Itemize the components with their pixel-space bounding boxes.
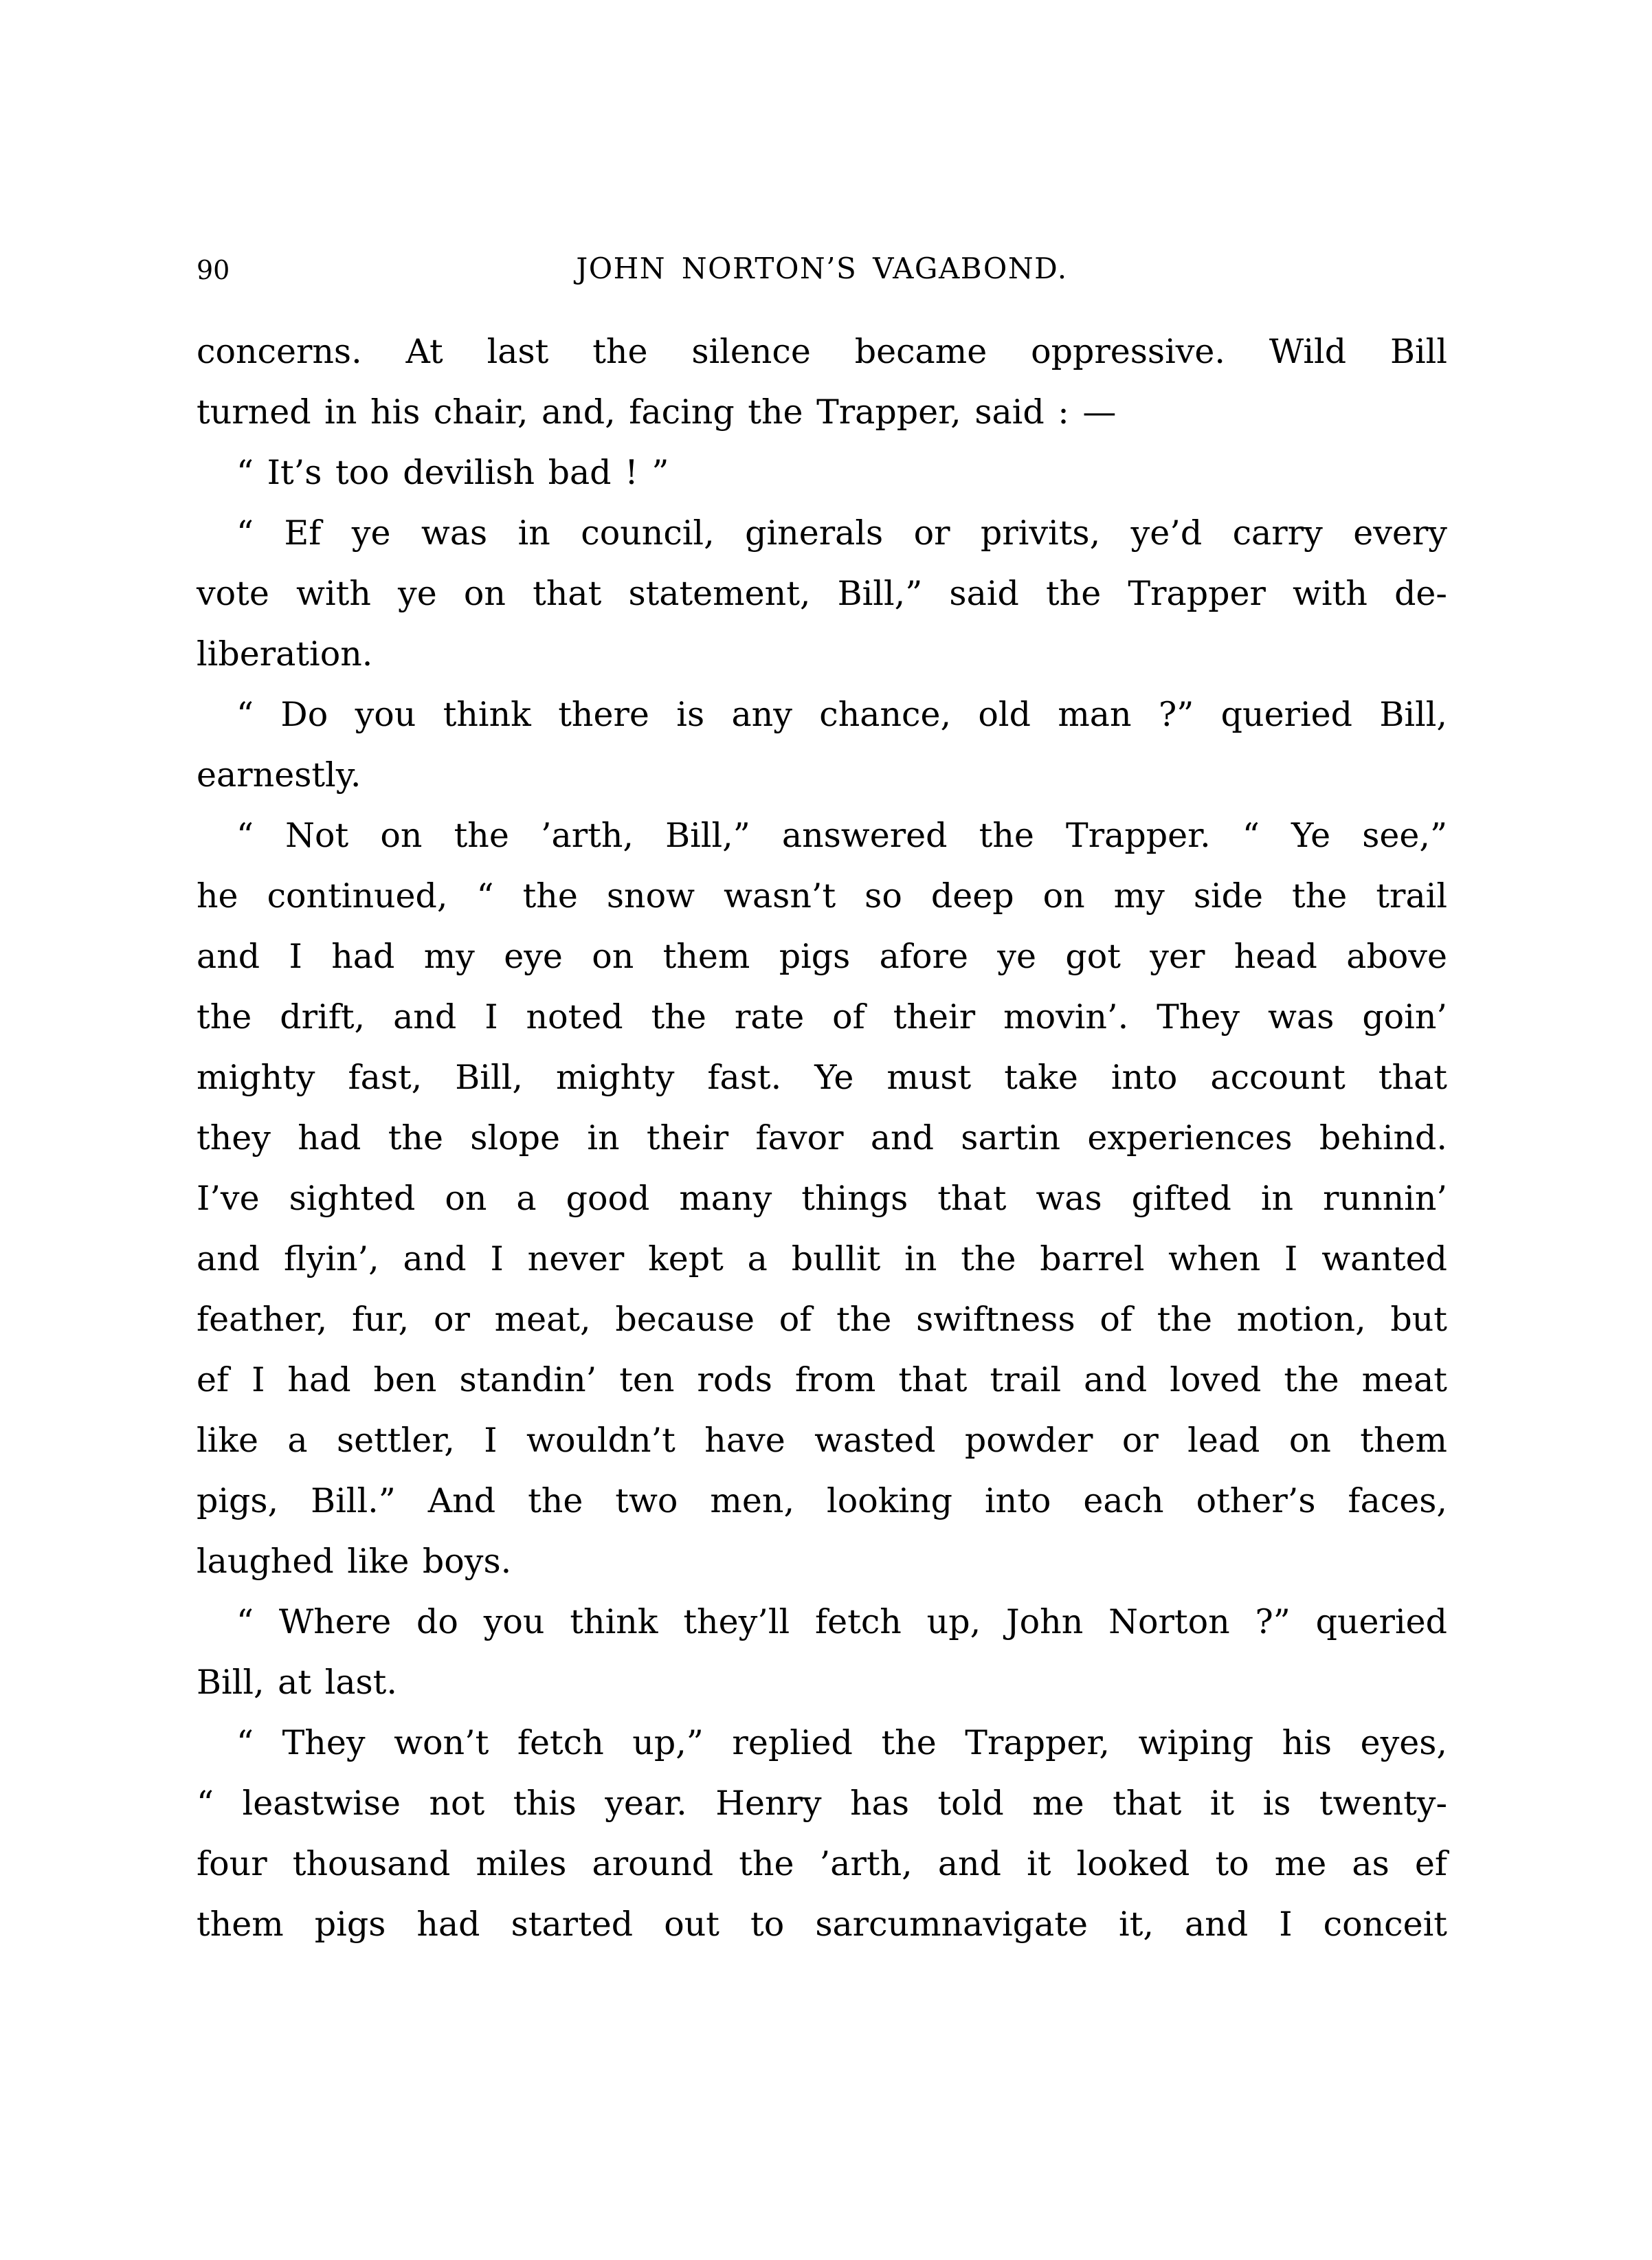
text-line: and I had my eye on them pigs afore ye got yer head above	[197, 937, 1447, 976]
header-title: JOHN NORTON’S VAGABOND.	[576, 252, 1068, 285]
text-line: like a settler, I wouldn’t have wasted powder or lead on them	[197, 1421, 1447, 1460]
page-number: 90	[197, 255, 230, 285]
text-line: concerns. At last the silence became oppressive. Wild Bill	[197, 332, 1447, 371]
text-line: “ They won’t fetch up,” replied the Trapper, wiping his eyes,	[236, 1723, 1447, 1762]
text-line: “ Where do you think they’ll fetch up, John Norton ?” queried	[236, 1602, 1447, 1641]
paragraph	[197, 503, 1447, 685]
text-line: ef I had ben standin’ ten rods from that trail and loved the meat	[197, 1360, 1447, 1399]
text-line: “ Not on the ’arth, Bill,” answered the Trapper. “ Ye see,”	[236, 816, 1447, 855]
text-line: earnestly.	[197, 755, 361, 795]
paragraph	[197, 1713, 1447, 1955]
text-line: vote with ye on that statement, Bill,” said the Trapper with de-	[197, 574, 1447, 613]
text-line: turned in his chair, and, facing the Trapper, said : —	[197, 392, 1117, 432]
text-line: he continued, “ the snow wasn’t so deep on my side the trail	[197, 876, 1447, 916]
text-line: they had the slope in their favor and sartin experiences behind.	[197, 1118, 1447, 1157]
text-line: mighty fast, Bill, mighty fast. Ye must take into account that	[197, 1058, 1447, 1097]
paragraph	[197, 1592, 1447, 1713]
text-line: and flyin’, and I never kept a bullit in the barrel when I wanted	[197, 1239, 1447, 1278]
text-line: four thousand miles around the ’arth, and it looked to me as ef	[197, 1844, 1447, 1883]
text-line: I’ve sighted on a good many things that was gifted in runnin’	[197, 1179, 1447, 1218]
text-line: “ leastwise not this year. Henry has told me that it is twenty-	[197, 1784, 1447, 1823]
text-line: the drift, and I noted the rate of their movin’. They was goin’	[197, 997, 1447, 1037]
body-text	[197, 322, 1447, 1955]
text-line: them pigs had started out to sarcumnavigate it, and I conceit	[197, 1905, 1447, 1944]
text-line: Bill, at last.	[197, 1663, 397, 1702]
text-line: “ It’s too devilish bad ! ”	[236, 453, 669, 492]
text-line: “ Do you think there is any chance, old man ?” queried Bill,	[236, 695, 1447, 734]
paragraph	[197, 806, 1447, 1592]
paragraph	[197, 322, 1447, 443]
text-line: pigs, Bill.” And the two men, looking into each other’s faces,	[197, 1481, 1447, 1520]
text-line: laughed like boys.	[197, 1542, 512, 1581]
text-line: liberation.	[197, 634, 373, 674]
text-line: feather, fur, or meat, because of the swiftness of the motion, but	[197, 1300, 1447, 1339]
paragraph	[197, 443, 1447, 503]
paragraph	[197, 685, 1447, 806]
text-line: “ Ef ye was in council, ginerals or privits, ye’d carry every	[236, 513, 1447, 553]
running-header	[197, 252, 1447, 287]
